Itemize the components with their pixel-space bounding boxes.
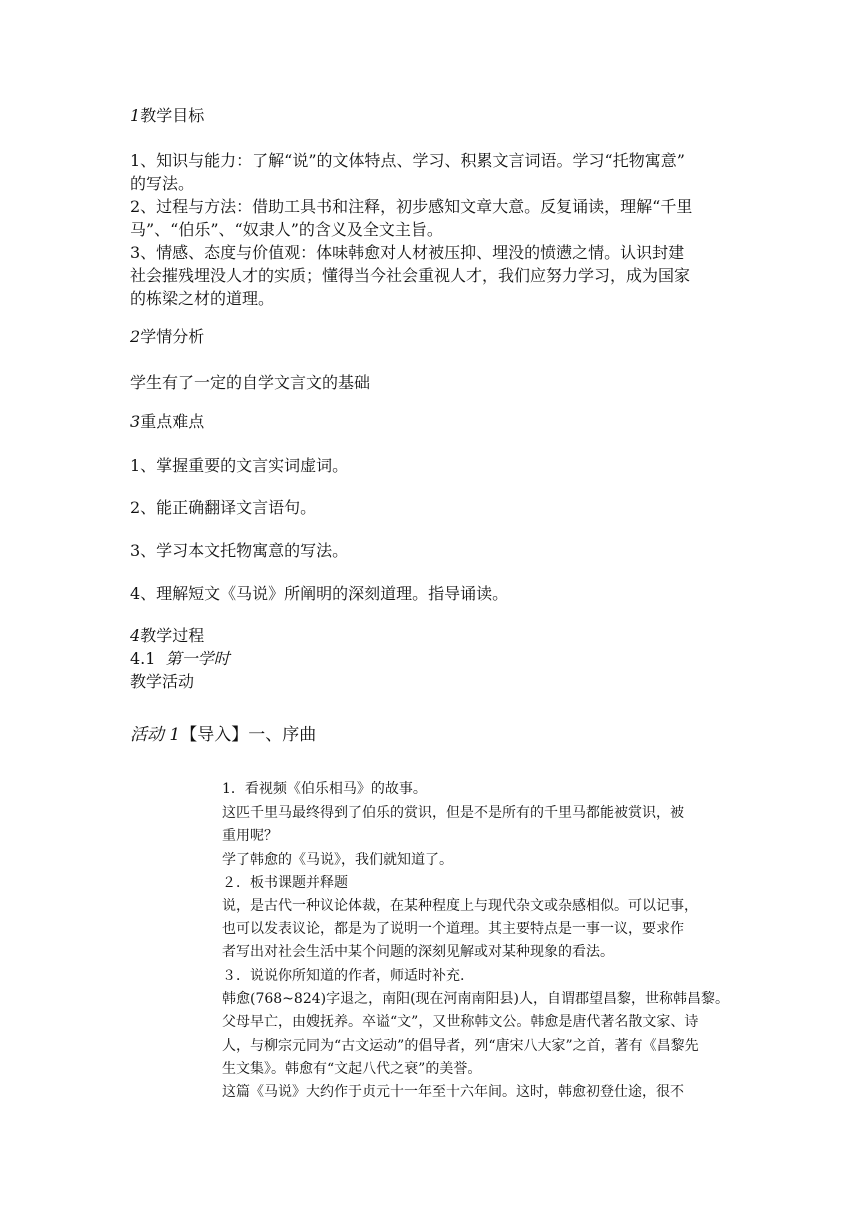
subsection-heading [130,647,230,671]
activity-label: 教学活动 [130,672,195,691]
objective-line: 的写法。 [130,174,195,193]
content-line: 生文集》。韩愈有“文起八代之衰”的美誉。 [222,1061,482,1077]
activity-heading [130,722,316,748]
subsection-title: 第一学时 [165,649,230,668]
analysis-text: 学生有了一定的自学文言文的基础 [130,373,371,392]
section-heading-analysis [130,325,204,349]
section-heading-process [130,624,204,648]
section-title: 重点难点 [140,412,205,431]
section-heading-key-points [130,410,204,434]
subsection-number: 4.1 [130,649,156,668]
key-point-item: 3、学习本文托物寓意的写法。 [130,541,349,560]
content-line: 1．看视频《伯乐相马》的故事。 [222,781,427,797]
section-title: 教学过程 [140,626,205,645]
content-line: 重用呢？ [222,828,278,844]
content-line: 人，与柳宗元同为“古文运动”的倡导者，列“唐宋八大家”之首，著有《昌黎先 [222,1038,699,1054]
key-point-item: 4、理解短文《马说》所阐明的深刻道理。指导诵读。 [130,584,509,603]
objective-line: 2、过程与方法：借助工具书和注释，初步感知文章大意。反复诵读，理解“千里 [130,197,693,216]
section-number: 1 [130,106,141,125]
content-line: 父母早亡，由嫂抚养。卒谥“文”，又世称韩文公。韩愈是唐代著名散文家、诗 [222,1014,699,1030]
section-title: 教学目标 [140,106,205,125]
content-line: 者写出对社会生活中某个问题的深刻见解或对某种现象的看法。 [222,944,614,960]
objective-line: 社会摧残埋没人才的实质；懂得当今社会重视人才，我们应努力学习，成为国家 [130,266,691,285]
activity-prefix: 活动 1 [130,725,181,745]
section-number: 4 [130,626,141,645]
content-line: 这匹千里马最终得到了伯乐的赏识，但是不是所有的千里马都能被赏识，被 [222,805,684,821]
key-point-item: 1、掌握重要的文言实词虚词。 [130,456,349,475]
section-number: 3 [130,412,141,431]
objective-line: 马”、“伯乐”、“奴隶人”的含义及全文主旨。 [130,220,443,239]
key-point-item: 2、能正确翻译文言语句。 [130,498,317,517]
content-line: 这篇《马说》大约作于贞元十一年至十六年间。这时，韩愈初登仕途，很不 [222,1084,684,1100]
content-line: 也可以发表议论，都是为了说明一个道理。其主要特点是一事一议，要求作 [222,921,684,937]
content-line: ３．说说你所知道的作者，师适时补充. [222,968,465,984]
section-heading-objectives [130,104,204,128]
section-title: 学情分析 [140,327,205,346]
content-line: ２．板书课题并释题 [222,875,348,891]
objective-line: 3、情感、态度与价值观：体味韩愈对人材被压抑、埋没的愤懑之情。认识封建 [130,243,685,262]
activity-title: 【导入】一、序曲 [180,725,317,745]
objective-line: 的栋梁之材的道理。 [130,289,275,308]
section-number: 2 [130,327,141,346]
objective-line: 1、知识与能力：了解“说”的文体特点、学习、积累文言词语。学习“托物寓意” [130,151,685,170]
content-line: 学了韩愈的《马说》，我们就知道了。 [222,852,453,868]
content-line: 说，是古代一种议论体裁，在某种程度上与现代杂文或杂感相似。可以记事， [222,898,698,914]
content-line: 韩愈(768~824)字退之，南阳(现在河南南阳县)人，自谓郡望昌黎，世称韩昌黎。 [222,991,730,1007]
